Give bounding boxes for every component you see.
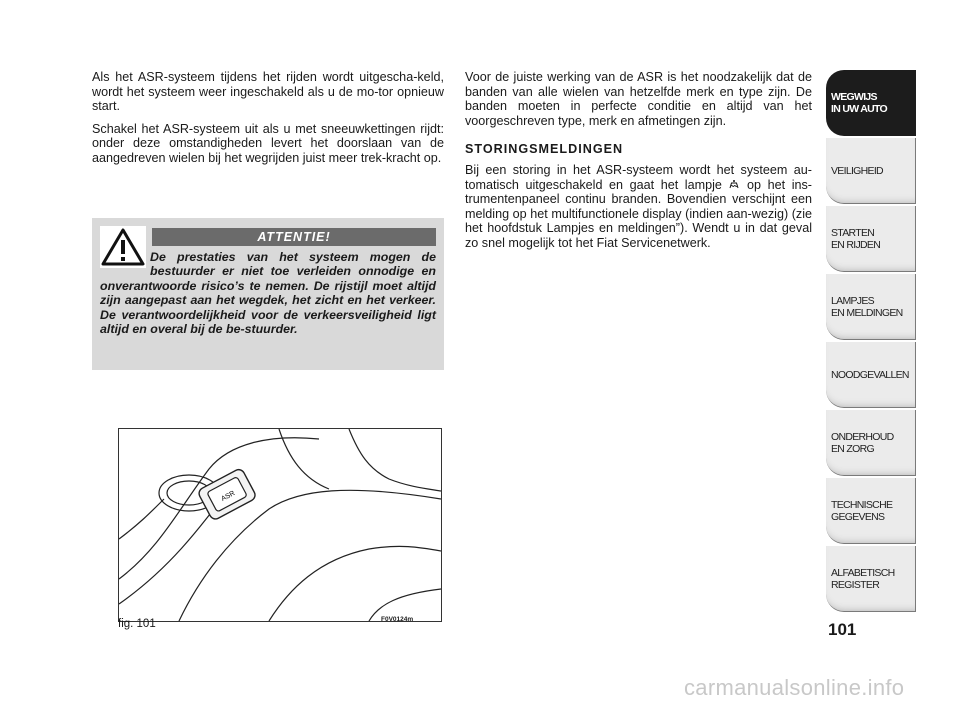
tab-noodgevallen[interactable] <box>826 342 916 408</box>
paragraph-asr-restart: Als het ASR-systeem tijdens het rijden wordt uitgescha-keld, wordt het systeem weer ingeschakeld als u de mo-tor opnieuw start. <box>92 70 444 114</box>
tab-label: WEGWIJS IN UW AUTO <box>831 91 887 115</box>
asr-lamp-icon <box>728 179 740 190</box>
right-column <box>465 70 812 259</box>
tab-starten[interactable] <box>826 206 916 272</box>
tab-lampjes[interactable] <box>826 274 916 340</box>
switch-label: ASR <box>220 490 237 503</box>
tab-label: ONDERHOUD EN ZORG <box>831 430 894 455</box>
warning-title: ATTENTIE! <box>152 228 436 246</box>
fault-text-end: op het ins-trumentenpaneel continu branden. Bovendien verschijnt een melding op het multifunctionele display (indien aan-wezig) (zie het hoofdstuk Lampjes en meldingen”). Wendt u in dat geval zo snel mogelijk tot het Fiat Servicenetwerk. <box>465 177 812 250</box>
tab-label: TECHNISCHE GEGEVENS <box>831 498 893 523</box>
paragraph-tires: Voor de juiste werking van de ASR is het noodzakelijk dat de banden van alle wielen van hetzelfde merk en type zijn. De banden moeten in perfecte conditie en altijd van het voorgeschreven type, merk en afmetingen zijn. <box>465 70 812 128</box>
section-heading: STORINGSMELDINGEN <box>465 142 624 157</box>
tab-label: STARTEN EN RIJDEN <box>831 226 881 251</box>
tab-veiligheid[interactable] <box>826 138 916 204</box>
tab-wegwijs[interactable] <box>826 70 916 136</box>
left-column <box>92 70 444 174</box>
console-illustration <box>119 429 441 621</box>
chapter-sidebar <box>826 70 916 614</box>
watermark: carmanualsonline.info <box>684 675 905 700</box>
tab-label: VEILIGHEID <box>831 164 883 177</box>
fault-text-start: Bij een storing in het ASR-systeem wordt het systeem au-tomatisch uitgeschakeld en gaat het lampje <box>465 162 812 192</box>
warning-text: De prestaties van het systeem mogen de bestuurder er niet toe verleiden onnodige en onverantwoorde risico’s te nemen. De rijstijl moet altijd zijn aangepast aan het wegdek, het zicht en het verkeer. De verantwoordelijkheid voor de verkeersveiligheid ligt altijd en overal bij de be-stuurder. <box>100 250 436 337</box>
tab-register[interactable] <box>826 546 916 612</box>
page-number: 101 <box>828 620 857 639</box>
paragraph-snow-chains: Schakel het ASR-systeem uit als u met sneeuwkettingen rijdt: onder deze omstandigheden levert het doorslaan van de aangedreven wielen bij het wegrijden juist meer trek-kracht op. <box>92 121 444 165</box>
tab-label: NOODGEVALLEN <box>831 368 909 381</box>
figure-code: F0V0124m <box>381 616 414 623</box>
tab-onderhoud[interactable] <box>826 410 916 476</box>
tab-label: ALFABETISCH REGISTER <box>831 566 895 591</box>
tab-label: LAMPJES EN MELDINGEN <box>831 294 903 319</box>
figure-asr-switch <box>118 428 442 622</box>
tab-technische[interactable] <box>826 478 916 544</box>
figure-label: fig. 101 <box>118 618 156 630</box>
paragraph-fault-message <box>465 163 812 251</box>
warning-box <box>92 218 444 370</box>
